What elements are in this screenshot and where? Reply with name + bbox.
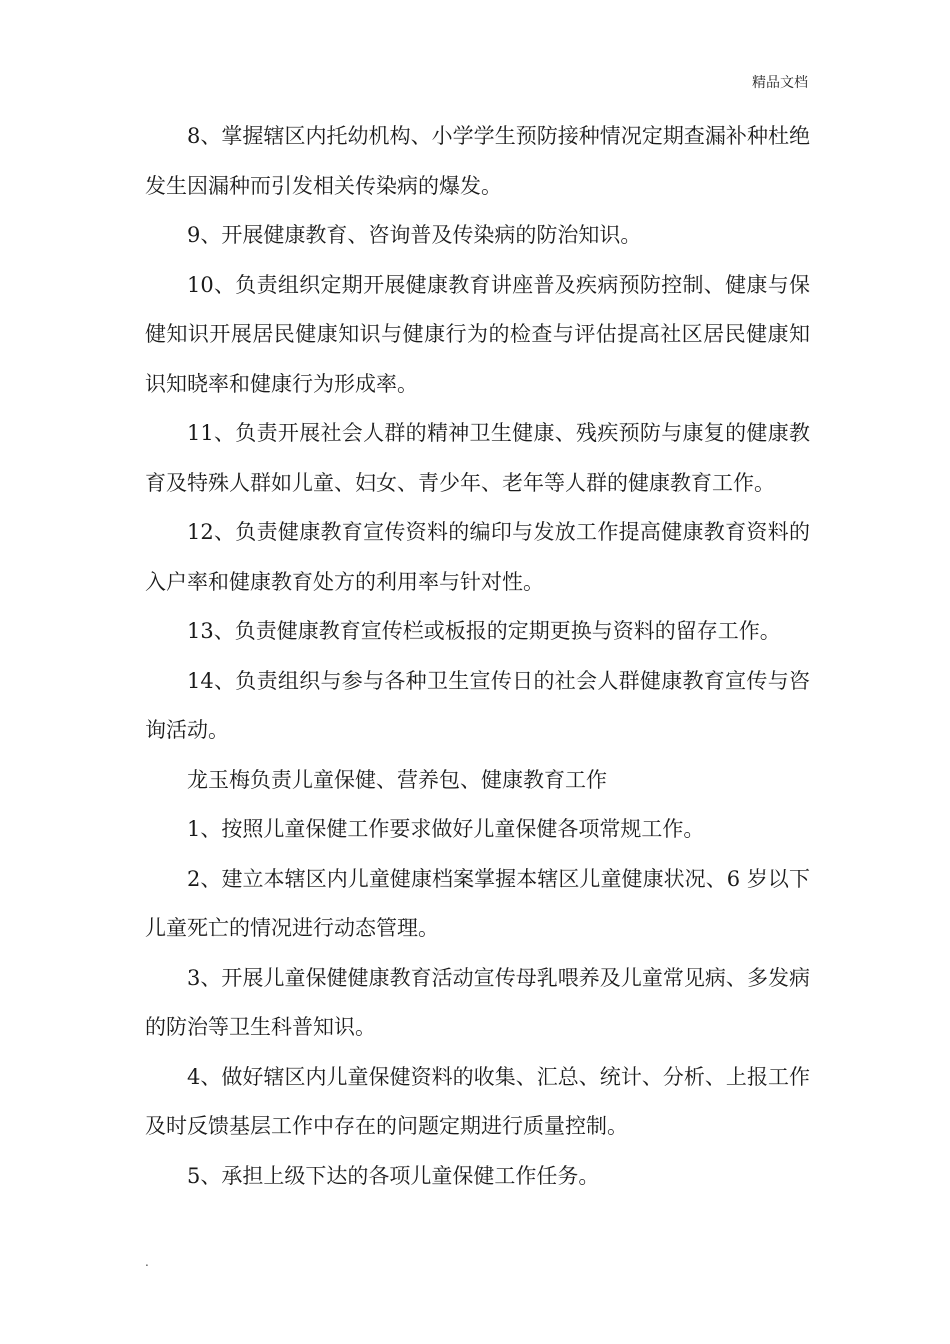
header-watermark-text: 精品文档 [752,75,808,91]
paragraph-item-10: 10、负责组织定期开展健康教育讲座普及疾病预防控制、健康与保健知识开展居民健康知识与健康行为的检查与评估提高社区居民健康知识知晓率和健康行为形成率。 [145,272,810,396]
paragraph-item-11: 11、负责开展社会人群的精神卫生健康、残疾预防与康复的健康教育及特殊人群如儿童、妇女、青少年、老年等人群的健康教育工作。 [145,421,810,495]
paragraph-item-4: 4、做好辖区内儿童保健资料的收集、汇总、统计、分析、上报工作及时反馈基层工作中存在的问题定期进行质量控制。 [145,1064,810,1138]
paragraph-item-13: 13、负责健康教育宣传栏或板报的定期更换与资料的留存工作。 [187,619,781,643]
paragraph-item-14: 14、负责组织与参与各种卫生宣传日的社会人群健康教育宣传与咨询活动。 [145,668,810,742]
paragraph-item-9: 9、开展健康教育、咨询普及传染病的防治知识。 [187,223,642,247]
section-heading-child-health: 龙玉梅负责儿童保健、营养包、健康教育工作 [187,767,607,792]
paragraph-item-3: 3、开展儿童保健健康教育活动宣传母乳喂养及儿童常见病、多发病的防治等卫生科普知识。 [145,965,810,1039]
paragraph-item-12: 12、负责健康教育宣传资料的编印与发放工作提高健康教育资料的入户率和健康教育处方的利用率与针对性。 [145,520,810,594]
paragraph-item-5: 5、承担上级下达的各项儿童保健工作任务。 [187,1163,600,1188]
paragraph-item-1: 1、按照儿童保健工作要求做好儿童保健各项常规工作。 [187,817,705,841]
document-body [145,112,810,1201]
footer-dot: . [145,1255,149,1269]
paragraph-item-8: 8、掌握辖区内托幼机构、小学学生预防接种情况定期查漏补种杜绝发生因漏种而引发相关传染病的爆发。 [145,124,810,198]
paragraph-item-2: 2、建立本辖区内儿童健康档案掌握本辖区儿童健康状况、6 岁以下儿童死亡的情况进行动态管理。 [145,866,810,940]
